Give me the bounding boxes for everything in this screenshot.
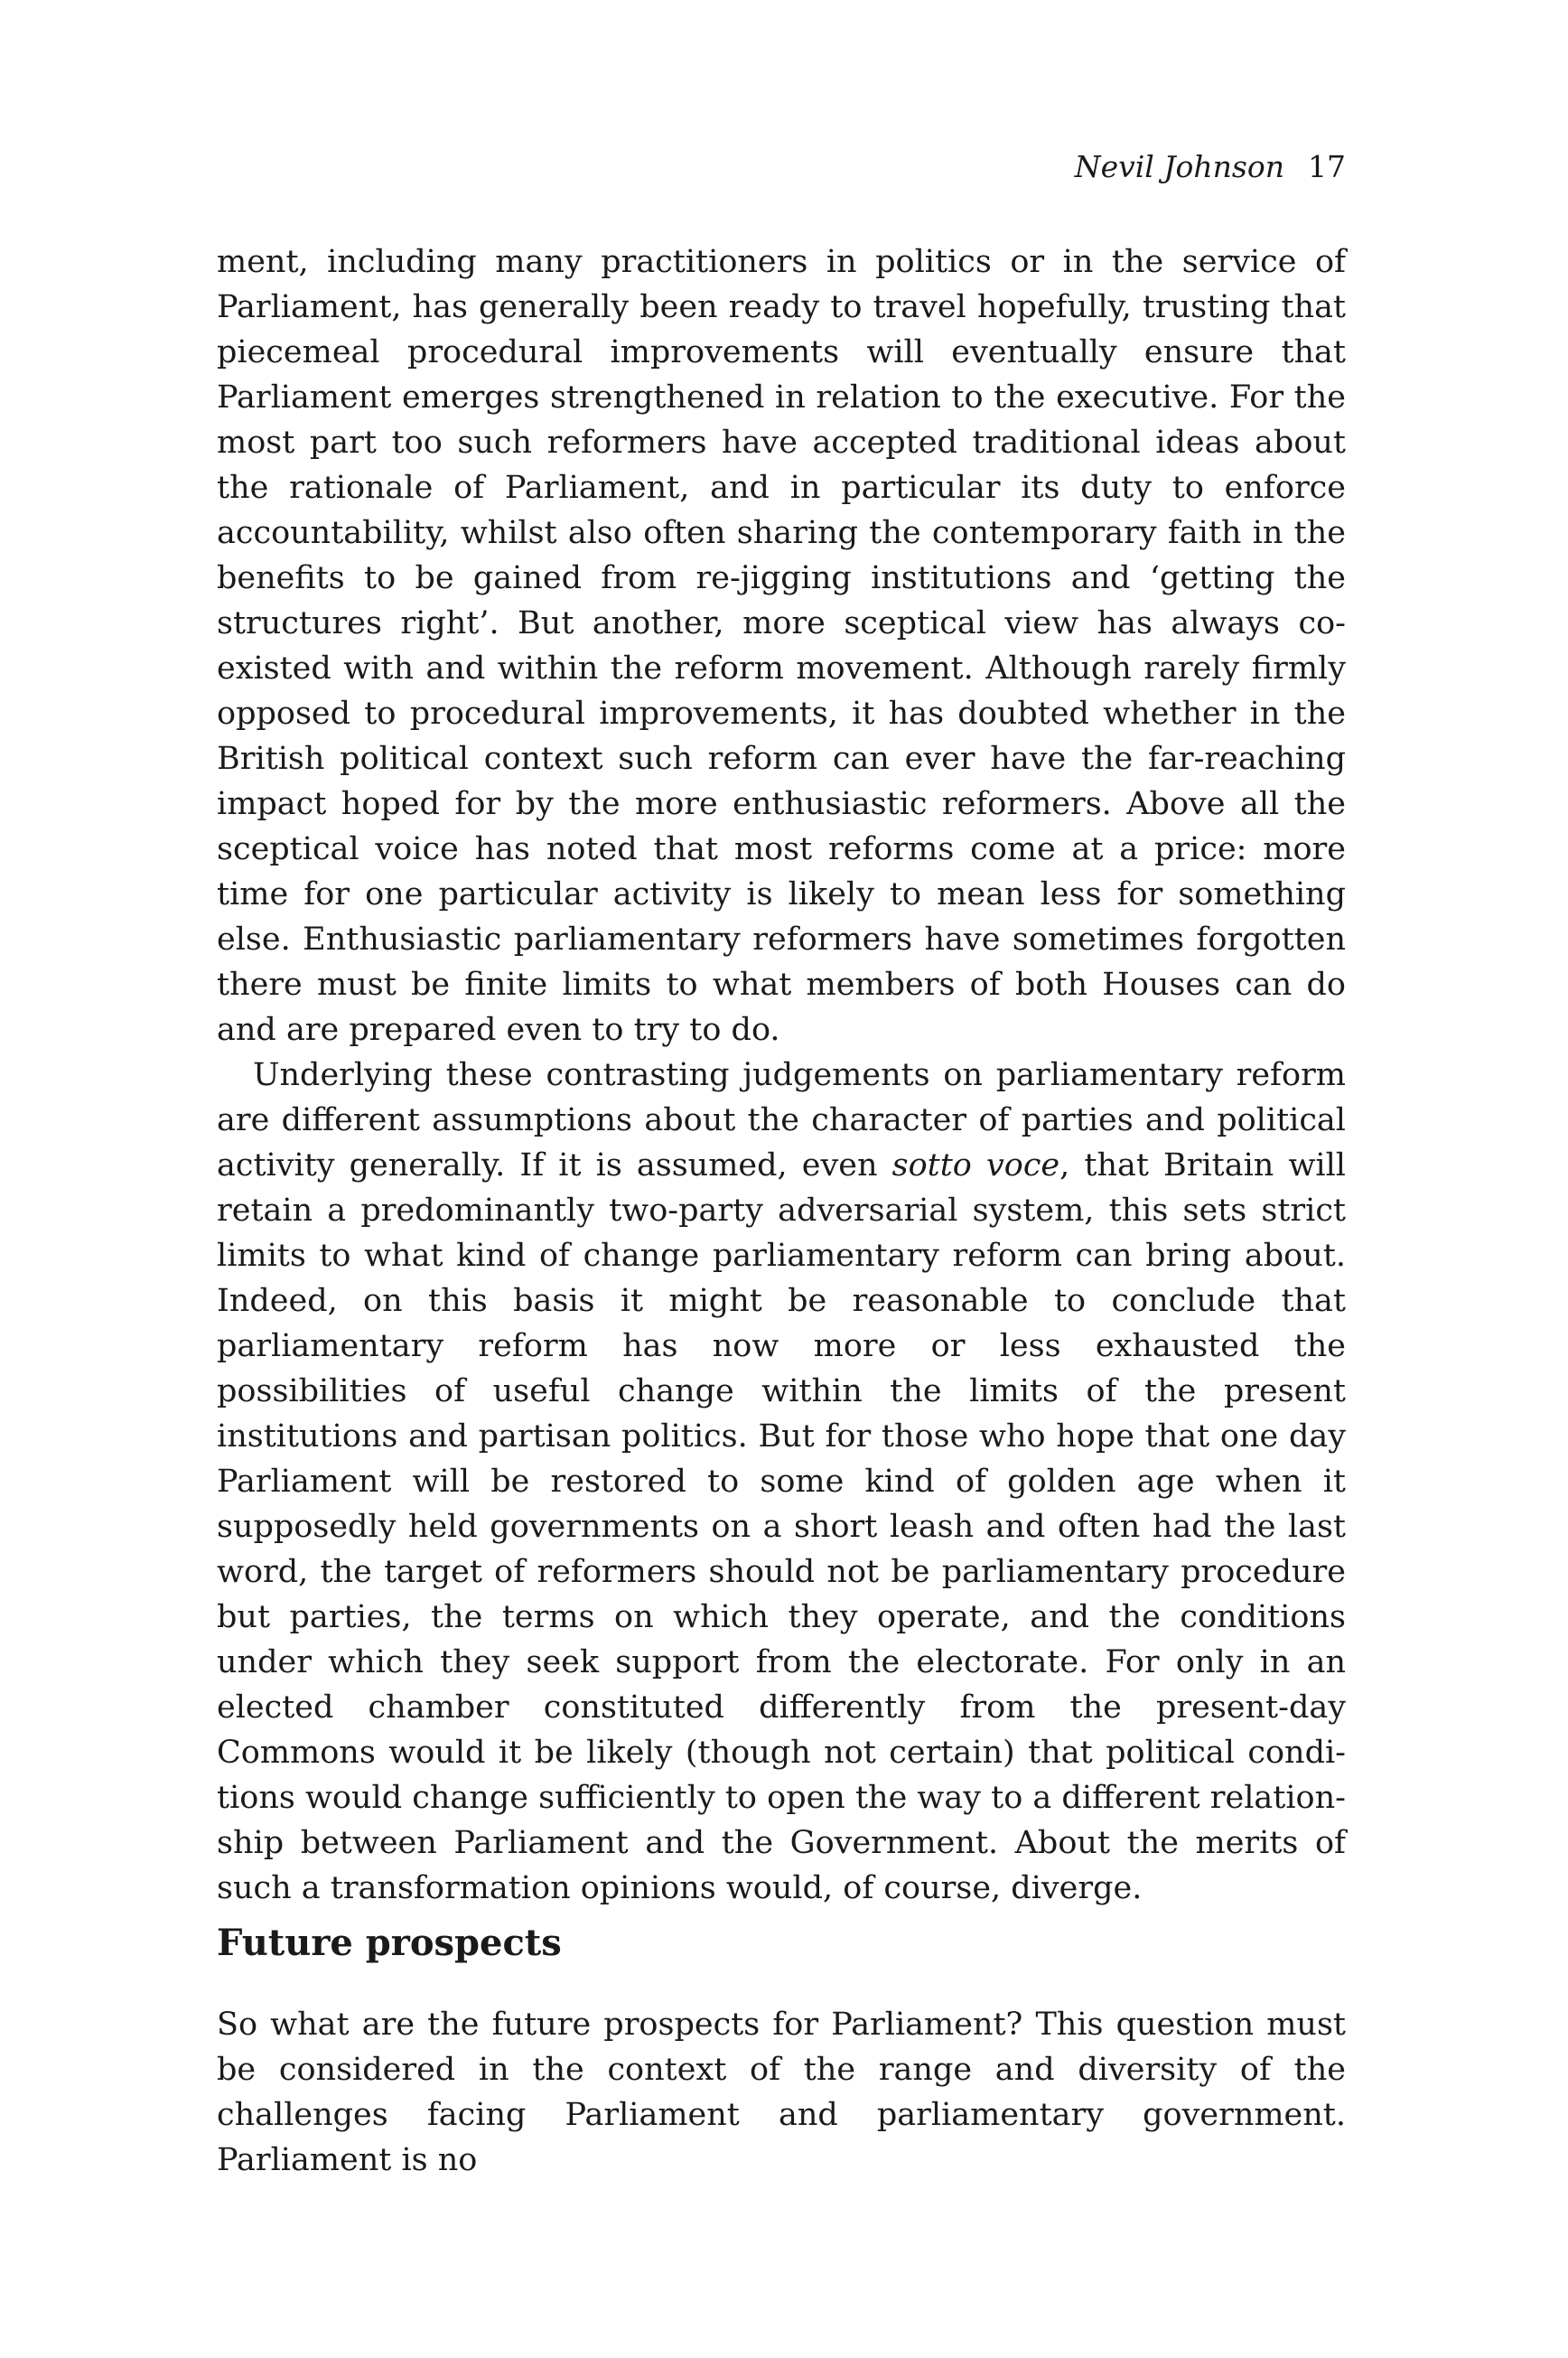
body-text	[217, 239, 1346, 1911]
italic-phrase: sotto voce	[891, 1147, 1060, 1184]
page-number: 17	[1308, 149, 1346, 184]
section-heading: Future prospects	[217, 1922, 562, 1964]
paragraph-underlying	[217, 1053, 1346, 1911]
paragraph-text-after-italic: , that Britain will retain a predominantly two-party adversarial system, this sets strict limits to what kind of change parliamentary reform can bring about. Indeed, on this basis it might be reasonable to conclude that parliamentary reform has now more or less exhausted the possibilities of useful change within the limits of the present institutions and partisan politics. But for those who hope that one day Parliament will be restored to some kind of golden age when it supposedly held governments on a short leash and often had the last word, the target of reformers should not be parliamentary procedure but parties, the terms on which they operate, and the conditions under which they seek support from the electorate. For only in an elected chamber constituted differently from the present-day Commons would it be likely (though not certain) that political conditions would change sufficiently to open the way to a different relationship between Parliament and the Government. About the merits of such a transformation opinions would, of course, diverge.	[217, 1147, 1346, 1906]
section-paragraph: So what are the future prospects for Parliament? This question must be considered in the context of the range and diversity of the challenges facing Parliament and parliamentary government. Parliament is no	[217, 2007, 1346, 2178]
paragraph-text-before-italic: Underlying these contrasting judgements on parliamentary reform are different assumptions about the character of parties and political activity generally. If it is assumed, even	[217, 1057, 1346, 1184]
running-header-author: Nevil Johnson	[1074, 149, 1284, 184]
paragraph-continued: ment, including many practitioners in politics or in the service of Parliament, has generally been ready to travel hopefully, trusting that piecemeal procedural improvements will eventually ensure that Parliament emerges strengthened in relation to the executive. For the most part too such reformers have accepted traditional ideas about the rationale of Parliament, and in particular its duty to enforce accountability, whilst also often sharing the contemporary faith in the benefits to be gained from re-jigging institutions and ‘getting the structures right’. But another, more sceptical view has always co-existed with and within the reform movement. Although rarely firmly opposed to procedural improvements, it has doubted whether in the British political context such reform can ever have the far-reaching impact hoped for by the more enthusiastic reformers. Above all the sceptical voice has noted that most reforms come at a price: more time for one particular activity is likely to mean less for something else. Enthusiastic parliamentary reformers have sometimes forgotten there must be finite limits to what members of both Houses can do and are prepared even to try to do.	[217, 244, 1346, 1048]
running-header	[1075, 149, 1346, 185]
